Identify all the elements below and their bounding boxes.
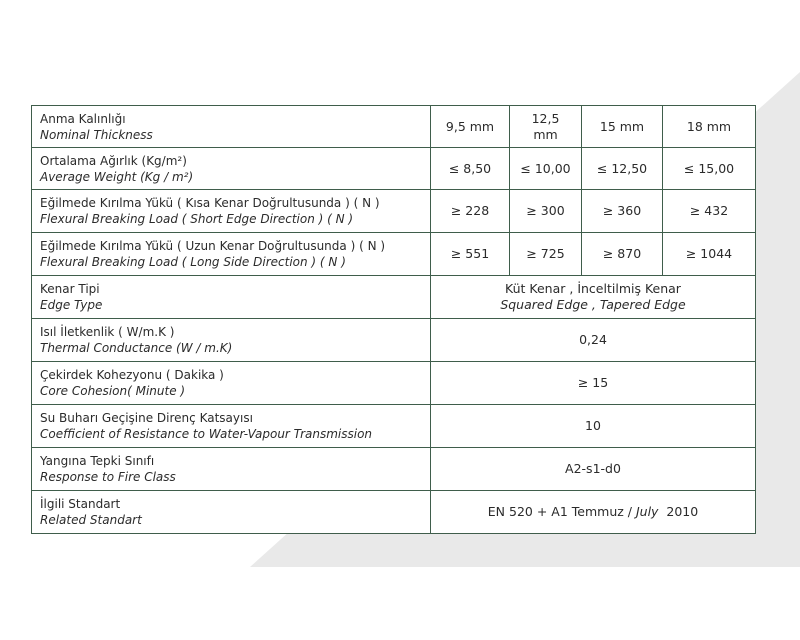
size-15: 15 mm: [582, 106, 663, 148]
flexural-long-value: ≥ 725: [510, 233, 582, 276]
label-en: Nominal Thickness: [40, 127, 153, 142]
fire-value: A2-s1-d0: [431, 448, 756, 491]
vapour-label: [32, 405, 431, 448]
edge-type-value: [431, 276, 756, 319]
row-fire-class: [32, 448, 756, 491]
thermal-value: 0,24: [431, 319, 756, 362]
cohesion-value: ≥ 15: [431, 362, 756, 405]
label-en: Flexural Breaking Load ( Long Side Direction ) ( N ): [40, 255, 346, 269]
flexural-long-value: ≥ 870: [582, 233, 663, 276]
average-weight-label: [32, 148, 431, 190]
flexural-long-value: ≥ 1044: [663, 233, 756, 276]
flexural-short-value: ≥ 432: [663, 190, 756, 233]
cohesion-label: [32, 362, 431, 405]
vapour-value: 10: [431, 405, 756, 448]
weight-value: ≤ 12,50: [582, 148, 663, 190]
size-9-5: 9,5 mm: [431, 106, 510, 148]
label-tr: Anma Kalınlığı: [40, 111, 126, 126]
flexural-short-value: ≥ 300: [510, 190, 582, 233]
label-tr: İlgili Standart: [40, 497, 121, 511]
row-flexural-long: [32, 233, 756, 276]
row-nominal-thickness: [32, 106, 756, 148]
label-tr: Eğilmede Kırılma Yükü ( Uzun Kenar Doğrultusunda ) ( N ): [40, 239, 386, 253]
standard-value-prefix: EN 520 + A1 Temmuz /: [487, 504, 632, 519]
label-en: Edge Type: [40, 298, 103, 312]
label-en: Coefficient of Resistance to Water-Vapour Transmission: [40, 427, 373, 441]
label-tr: Yangına Tepki Sınıfı: [40, 454, 155, 468]
label-tr: Ortalama Ağırlık (Kg/m²): [40, 153, 187, 168]
weight-value: ≤ 15,00: [663, 148, 756, 190]
row-edge-type: [32, 276, 756, 319]
flexural-long-label: [32, 233, 431, 276]
row-vapour-resistance: [32, 405, 756, 448]
value-en: Squared Edge , Tapered Edge: [500, 297, 686, 312]
flexural-short-value: ≥ 228: [431, 190, 510, 233]
label-en: Average Weight (Kg / m²): [40, 169, 194, 184]
edge-type-label: [32, 276, 431, 319]
label-en: Flexural Breaking Load ( Short Edge Direction ) ( N ): [40, 212, 354, 226]
weight-value: ≤ 10,00: [510, 148, 582, 190]
row-related-standard: [32, 491, 756, 534]
row-flexural-short: [32, 190, 756, 233]
flexural-short-value: ≥ 360: [582, 190, 663, 233]
label-en: Response to Fire Class: [40, 470, 176, 484]
row-core-cohesion: [32, 362, 756, 405]
row-average-weight: [32, 148, 756, 190]
label-tr: Eğilmede Kırılma Yükü ( Kısa Kenar Doğrultusunda ) ( N ): [40, 196, 380, 210]
label-en: Thermal Conductance (W / m.K): [40, 341, 233, 355]
fire-label: [32, 448, 431, 491]
size-12-5: 12,5 mm: [510, 106, 582, 148]
flexural-long-value: ≥ 551: [431, 233, 510, 276]
standard-value-year: 2010: [666, 504, 699, 519]
specification-table: [31, 105, 756, 534]
value-tr: Küt Kenar , İnceltilmiş Kenar: [505, 281, 681, 296]
label-tr: Isıl İletkenlik ( W/m.K ): [40, 325, 175, 339]
size-18: 18 mm: [663, 106, 756, 148]
row-thermal-conductance: [32, 319, 756, 362]
thermal-label: [32, 319, 431, 362]
label-tr: Çekirdek Kohezyonu ( Dakika ): [40, 368, 224, 382]
label-tr: Kenar Tipi: [40, 282, 100, 296]
label-en: Related Standart: [40, 513, 142, 527]
nominal-thickness-label: [32, 106, 431, 148]
weight-value: ≤ 8,50: [431, 148, 510, 190]
label-en: Core Cohesion( Minute ): [40, 384, 186, 398]
flexural-short-label: [32, 190, 431, 233]
standard-label: [32, 491, 431, 534]
label-tr: Su Buharı Geçişine Direnç Katsayısı: [40, 411, 253, 425]
standard-value: [431, 491, 756, 534]
standard-value-july: July: [635, 504, 659, 519]
